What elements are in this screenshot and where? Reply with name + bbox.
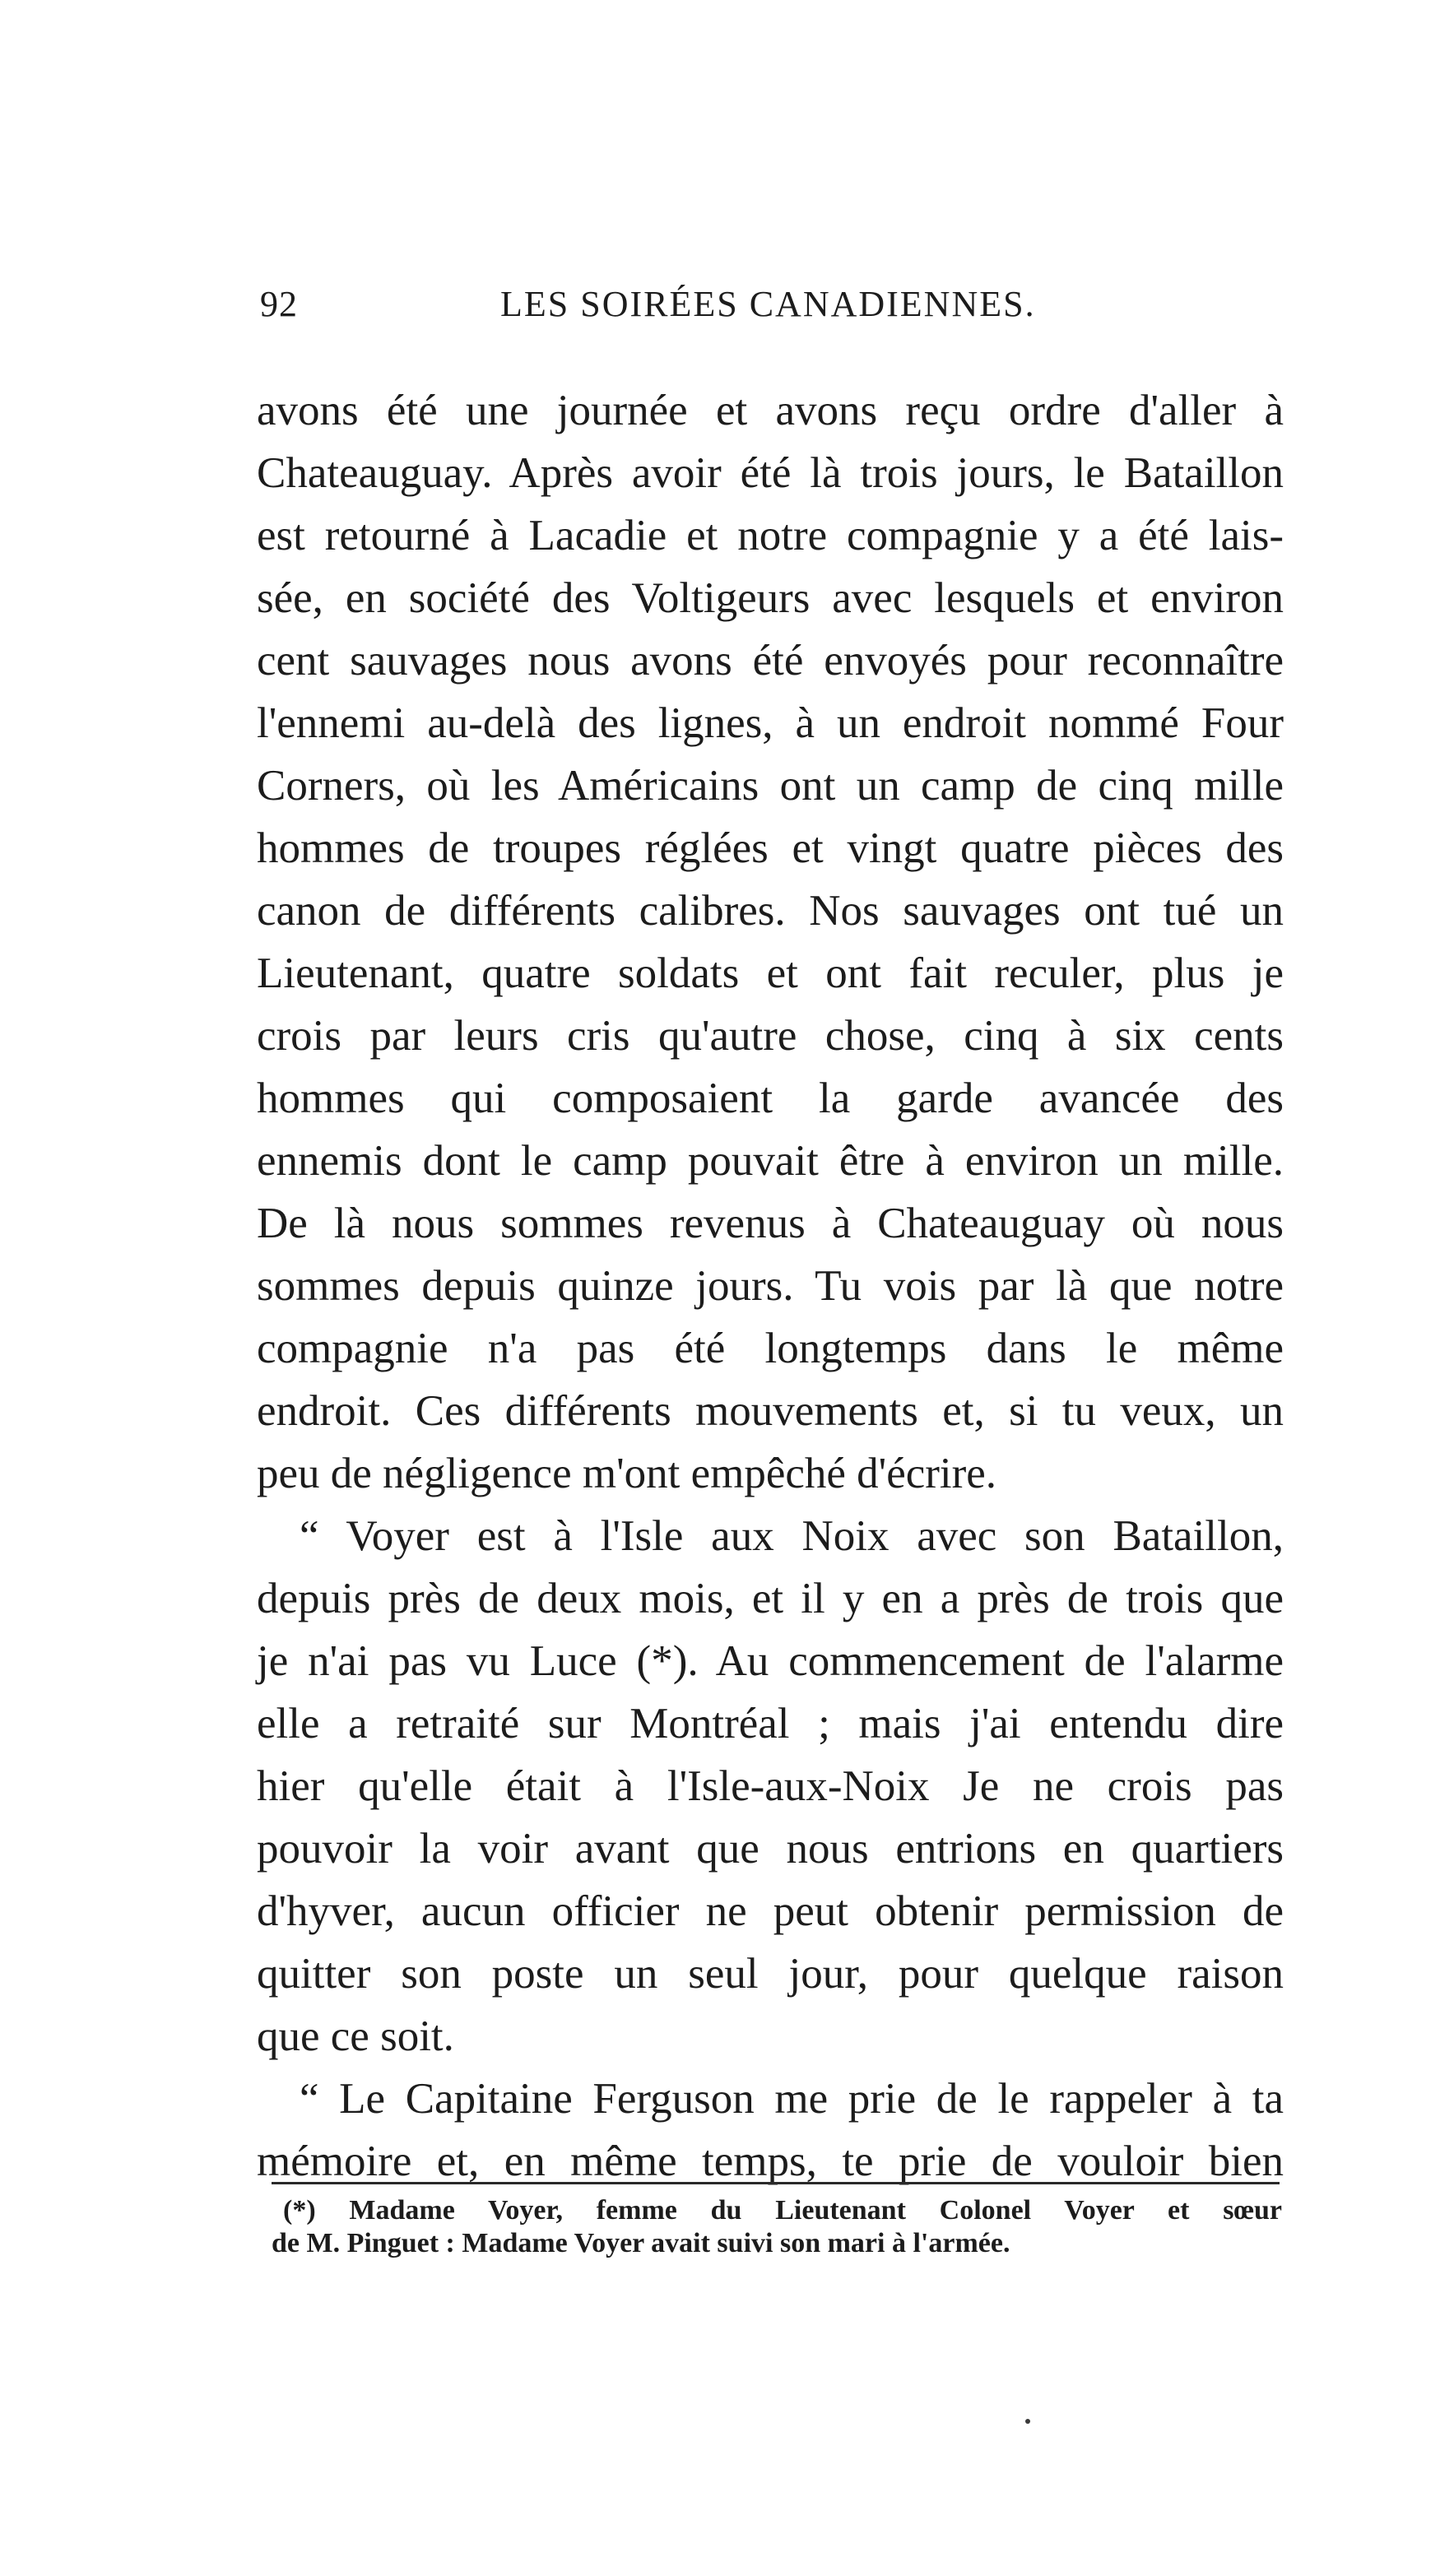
text-line: quitter son poste un seul jour, pour quelque raison xyxy=(257,1950,1284,1998)
text-line: je n'ai pas vu Luce (*). Au commencement de l'alarme xyxy=(257,1637,1284,1685)
footnote-line: de M. Pinguet : Madame Voyer avait suivi son mari à l'armée. xyxy=(272,2228,1010,2258)
text-line: d'hyver, aucun officier ne peut obtenir permission de xyxy=(257,1887,1284,1935)
page-number: 92 xyxy=(260,284,298,324)
text-line: depuis près de deux mois, et il y en a près de trois que xyxy=(257,1575,1284,1622)
text-line: De là nous sommes revenus à Chateauguay où nous xyxy=(257,1200,1284,1247)
footnote-divider xyxy=(272,2182,1280,2184)
text-line: mémoire et, en même temps, te prie de vouloir bien xyxy=(257,2137,1284,2185)
text-line: crois par leurs cris qu'autre chose, cinq à six cents xyxy=(257,1012,1284,1060)
text-line: est retourné à Lacadie et notre compagnie y a été lais- xyxy=(257,512,1284,559)
text-line: avons été une journée et avons reçu ordre d'aller à xyxy=(257,387,1284,434)
text-line: “ Le Capitaine Ferguson me prie de le rappeler à ta xyxy=(300,2075,1284,2123)
text-line: canon de différents calibres. Nos sauvages ont tué un xyxy=(257,887,1284,935)
text-line: Chateauguay. Après avoir été là trois jours, le Bataillon xyxy=(257,449,1284,497)
text-line: hier qu'elle était à l'Isle-aux-Noix Je ne crois pas xyxy=(257,1762,1284,1810)
text-line: hommes qui composaient la garde avancée des xyxy=(257,1074,1284,1122)
text-line: pouvoir la voir avant que nous entrions en quartiers xyxy=(257,1825,1284,1873)
text-line: sée, en société des Voltigeurs avec lesquels et environ xyxy=(257,574,1284,622)
footnote-line: (*) Madame Voyer, femme du Lieutenant Colonel Voyer et sœur xyxy=(283,2195,1282,2226)
text-line: “ Voyer est à l'Isle aux Noix avec son Bataillon, xyxy=(300,1512,1284,1560)
text-line: Lieutenant, quatre soldats et ont fait reculer, plus je xyxy=(257,949,1284,997)
ink-speck xyxy=(1025,2419,1030,2424)
text-line: elle a retraité sur Montréal ; mais j'ai entendu dire xyxy=(257,1700,1284,1748)
running-head: LES SOIRÉES CANADIENNES. xyxy=(500,284,1036,324)
text-line: peu de négligence m'ont empêché d'écrire. xyxy=(257,1450,997,1497)
text-line: l'ennemi au-delà des lignes, à un endroit nommé Four xyxy=(257,699,1284,747)
text-line: Corners, où les Américains ont un camp de cinq mille xyxy=(257,762,1284,810)
text-line: cent sauvages nous avons été envoyés pour reconnaître xyxy=(257,637,1284,685)
text-line: ennemis dont le camp pouvait être à environ un mille. xyxy=(257,1137,1284,1185)
text-line: hommes de troupes réglées et vingt quatre pièces des xyxy=(257,824,1284,872)
text-line: que ce soit. xyxy=(257,2012,454,2060)
text-line: compagnie n'a pas été longtemps dans le même xyxy=(257,1325,1284,1372)
text-line: sommes depuis quinze jours. Tu vois par là que notre xyxy=(257,1262,1284,1310)
text-line: endroit. Ces différents mouvements et, si tu veux, un xyxy=(257,1387,1284,1435)
